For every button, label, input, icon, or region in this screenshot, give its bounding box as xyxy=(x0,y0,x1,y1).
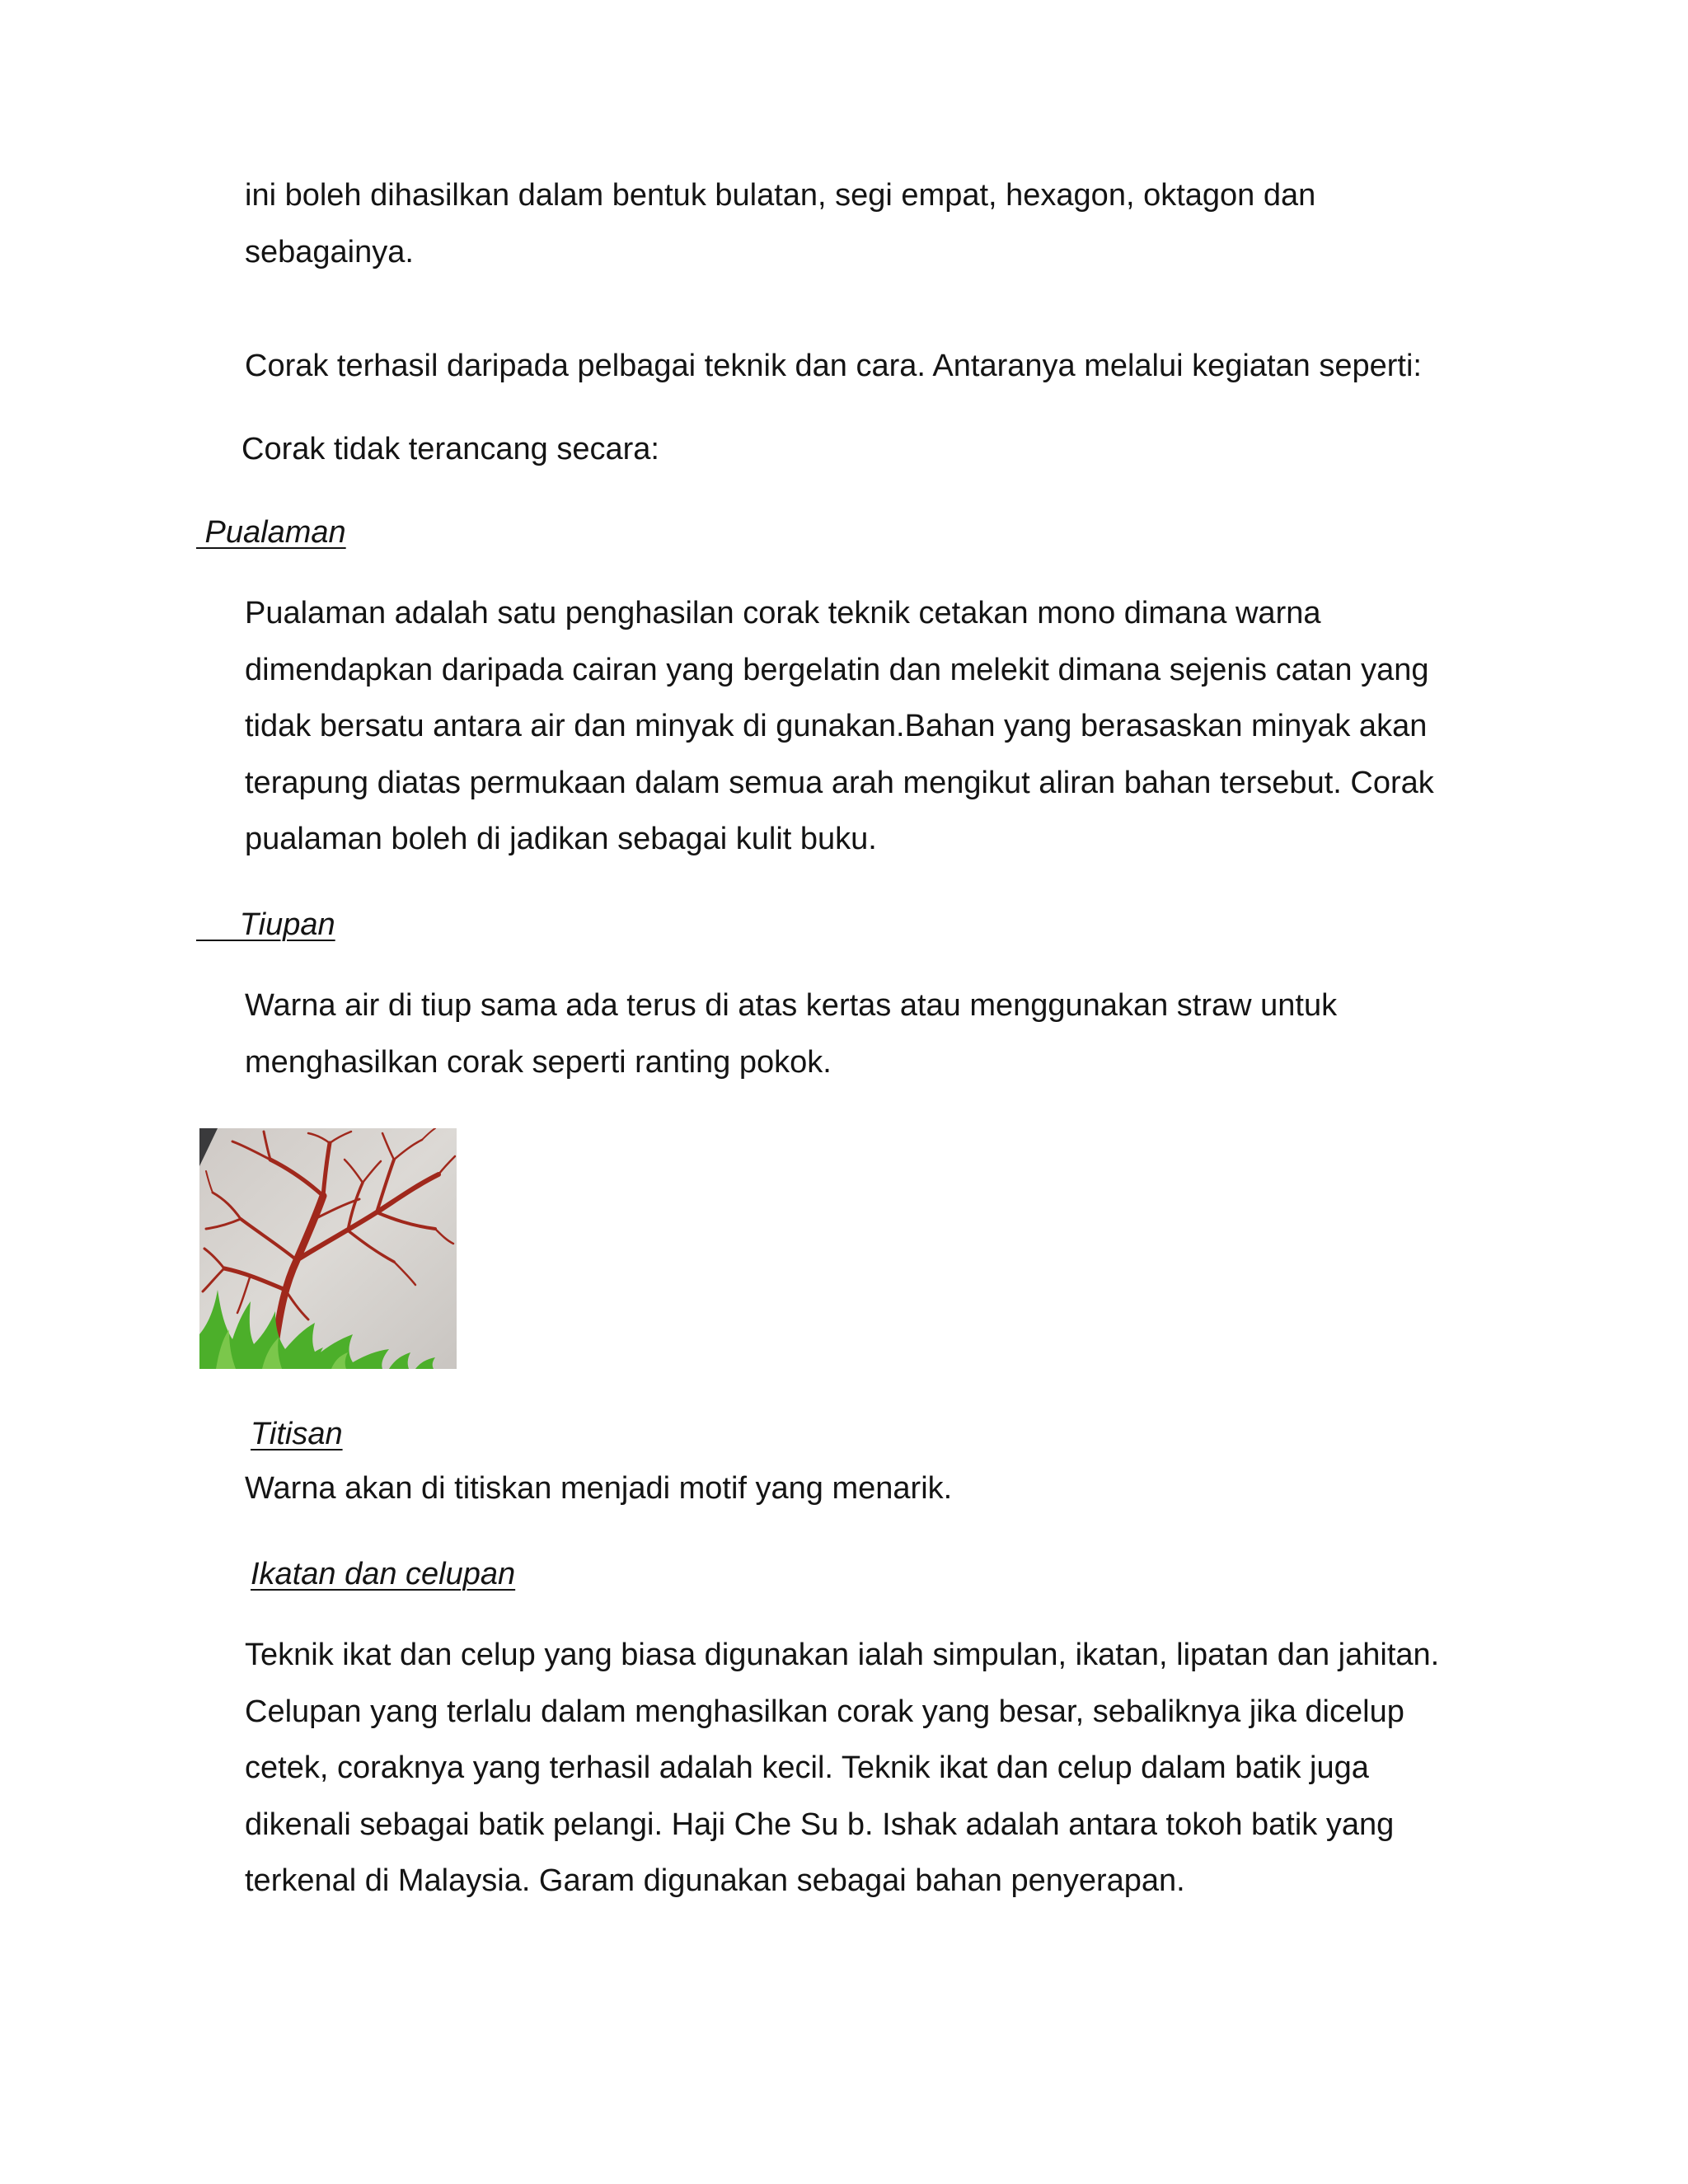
tiupan-line: Warna air di tiup sama ada terus di atas kertas atau menggunakan straw untuk xyxy=(245,988,1338,1023)
ikatan-line: terkenal di Malaysia. Garam digunakan sebagai bahan penyerapan. xyxy=(245,1863,1185,1898)
pualaman-line: pualaman boleh di jadikan sebagai kulit buku. xyxy=(245,822,877,856)
ikatan-line: dikenali sebagai batik pelangi. Haji Che Su b. Ishak adalah antara tokoh batik yang xyxy=(245,1807,1395,1842)
heading-tiupan: Tiupan xyxy=(196,907,335,942)
heading-pualaman: Pualaman xyxy=(196,515,346,550)
pualaman-line: tidak bersatu antara air dan minyak di gunakan.Bahan yang berasaskan minyak akan xyxy=(245,709,1428,743)
blown-paint-tree-icon xyxy=(199,1128,457,1369)
ikatan-line: cetek, coraknya yang terhasil adalah kecil. Teknik ikat dan celup dalam batik juga xyxy=(245,1750,1369,1785)
ikatan-line: Celupan yang terlalu dalam menghasilkan corak yang besar, sebaliknya jika dicelup xyxy=(245,1694,1404,1729)
pualaman-line: terapung diatas permukaan dalam semua arah mengikut aliran bahan tersebut. Corak xyxy=(245,765,1434,800)
pualaman-line: Pualaman adalah satu penghasilan corak teknik cetakan mono dimana warna xyxy=(245,596,1321,630)
titisan-text: Warna akan di titiskan menjadi motif yang menarik. xyxy=(245,1471,953,1506)
corak-terhasil-text: Corak terhasil daripada pelbagai teknik dan cara. Antaranya melalui kegiatan seperti: xyxy=(245,349,1422,383)
intro-paragraph xyxy=(245,167,1315,280)
pualaman-paragraph xyxy=(245,585,1434,868)
pualaman-line: dimendapkan daripada cairan yang bergelatin dan melekit dimana sejenis catan yang xyxy=(245,652,1429,687)
intro-line: sebagainya. xyxy=(245,234,414,269)
ikatan-paragraph xyxy=(245,1627,1439,1910)
blown-paint-tree-photo xyxy=(199,1128,457,1369)
ikatan-line: Teknik ikat dan celup yang biasa digunakan ialah simpulan, ikatan, lipatan dan jahitan. xyxy=(245,1638,1440,1672)
tiupan-line: menghasilkan corak seperti ranting pokok. xyxy=(245,1044,832,1080)
heading-ikatan-dan-celupan: Ikatan dan celupan xyxy=(251,1557,516,1591)
heading-titisan: Titisan xyxy=(251,1417,343,1451)
corak-tidak-terancang-text: Corak tidak terancang secara: xyxy=(241,432,659,466)
intro-line: ini boleh dihasilkan dalam bentuk bulatan, segi empat, hexagon, oktagon dan xyxy=(245,178,1316,213)
tiupan-paragraph xyxy=(245,977,1337,1090)
